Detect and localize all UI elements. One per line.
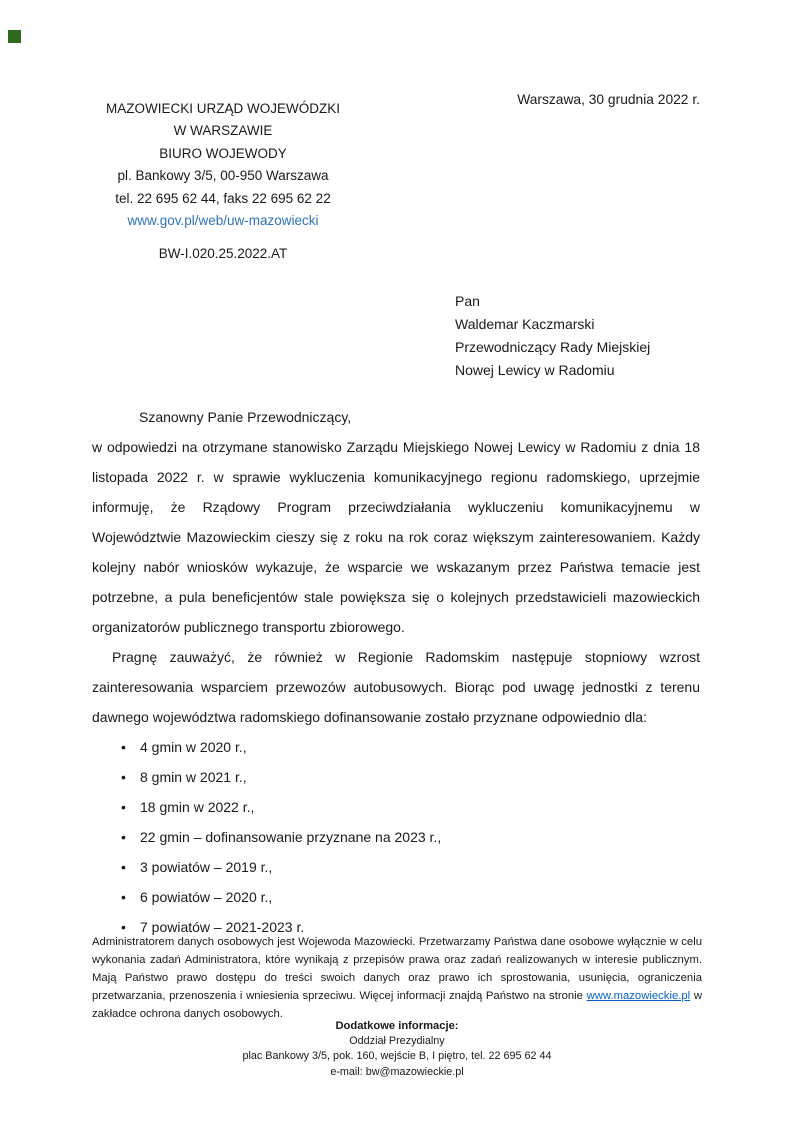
paragraph-1: w odpowiedzi na otrzymane stanowisko Zarządu Miejskiego Nowej Lewicy w Radomiu z dnia 18 listopada 2022 r. w sprawie wykluczenia komunikacyjnego regionu radomskiego, uprzejmie informuję, że Rządowy Program przeciwdziałania wykluczeniu komunikacyjnemu w Województwie Mazowieckim cieszy się z roku na rok coraz większym zainteresowaniem. Każdy kolejny nabór wniosków wykazuje, że wsparcie we wskazanym przez Państwa temacie jest potrzebne, a pula beneficjentów stale powiększa się o kolejnych przedstawicieli mazowieckich organizatorów publicznego transportu zbiorowego. (92, 439, 700, 635)
green-marker (8, 30, 21, 43)
list-item: • 4 gmin w 2020 r., (121, 732, 700, 762)
sender-org-line-3: BIURO WOJEWODY (159, 145, 287, 161)
date-line: Warszawa, 30 grudnia 2022 r. (517, 92, 700, 107)
paragraph-2: Pragnę zauważyć, że również w Regionie Radomskim następuje stopniowy wzrost zainteresowania wsparciem przewozów autobusowych. Biorąc pod uwagę jednostki z terenu dawnego województwa radomskiego dofinansowanie zostało przyznane odpowiednio dla: (92, 649, 700, 725)
sender-phone-fax: tel. 22 695 62 44, faks 22 695 62 22 (115, 190, 331, 206)
recipient-role-line-1: Przewodniczący Rady Miejskiej (455, 339, 651, 355)
grant-list (92, 732, 700, 942)
list-item: • 18 gmin w 2022 r., (121, 792, 700, 822)
office-address-line: plac Bankowy 3/5, pok. 160, wejście B, I piętro, tel. 22 695 62 44 (242, 1050, 552, 1063)
sender-block (92, 98, 354, 266)
list-item: • 3 powiatów – 2019 r., (121, 852, 700, 882)
department-line: Oddział Prezydialny (349, 1035, 445, 1048)
list-item: • 6 powiatów – 2020 r., (121, 882, 700, 912)
letter-body (92, 402, 700, 942)
privacy-notice (92, 933, 702, 1023)
sender-address: pl. Bankowy 3/5, 00-950 Warszawa (117, 168, 329, 184)
salutation: Szanowny Panie Przewodniczący, (139, 409, 352, 425)
recipient-name: Waldemar Kaczmarski (455, 316, 595, 332)
recipient-role-line-2: Nowej Lewicy w Radomiu (455, 362, 615, 378)
recipient-title: Pan (455, 293, 480, 309)
list-item: • 7 powiatów – 2021-2023 r. (121, 912, 700, 942)
privacy-text-after: w zakładce ochrona danych osobowych. (92, 990, 702, 1021)
sender-website-link[interactable]: www.gov.pl/web/uw-mazowiecki (127, 213, 319, 229)
sender-org-line-2: W WARSZAWIE (173, 123, 273, 139)
additional-info-heading: Dodatkowe informacje: (335, 1020, 459, 1032)
list-item: • 22 gmin – dofinansowanie przyznane na 2023 r., (121, 822, 700, 852)
reference-number: BW-I.020.25.2022.AT (158, 246, 288, 262)
additional-info-block (0, 1019, 794, 1080)
sender-org-line-1: MAZOWIECKI URZĄD WOJEWÓDZKI (106, 101, 340, 116)
privacy-text-before: Administratorem danych osobowych jest Wojewoda Mazowiecki. Przetwarzamy Państwa dane osobowe wyłącznie w celu wykonania zadań Administratora, które wynikają z przepisów prawa oraz zadań realizowanych w interesie publicznym. Mają Państwo prawo dostępu do treści swoich danych oraz prawo ich sprostowania, usunięcia, ograniczenia przetwarzania, przenoszenia i wniesienia sprzeciwu. Więcej informacji znajdą Państwo na stronie (92, 936, 702, 1003)
email-line: e-mail: bw@mazowieckie.pl (330, 1065, 464, 1078)
recipient-block (455, 290, 650, 382)
list-item: • 8 gmin w 2021 r., (121, 762, 700, 792)
mazowieckie-link[interactable]: www.mazowieckie.pl (586, 990, 691, 1003)
